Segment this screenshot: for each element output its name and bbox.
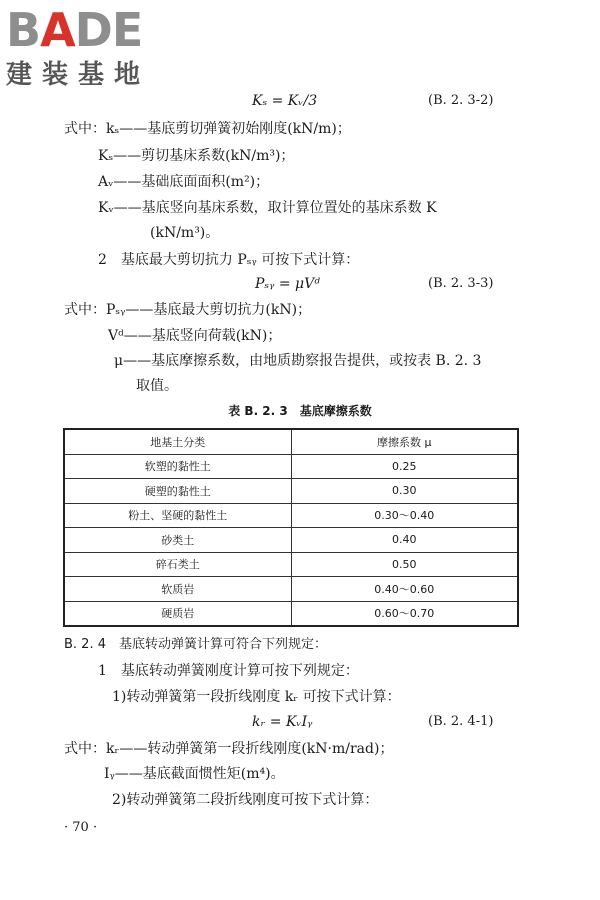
table-header: 摩擦系数 μ [291, 429, 518, 454]
table-cell: 砂类土 [64, 528, 291, 553]
text-line: 式中：kₛ——基底剪切弹簧初始刚度(kN/m)； [64, 121, 351, 137]
text-line: 取值。 [136, 378, 178, 394]
formula-b232-number: (B. 2. 3-2) [428, 93, 494, 108]
text-line: 式中：Pₛᵧ——基底最大剪切抗力(kN)； [64, 302, 312, 318]
table-caption: 表 B. 2. 3 基底摩擦系数 [228, 404, 372, 418]
text-line: Kₛ——剪切基床系数(kN/m³)； [98, 148, 295, 164]
section-heading: B. 2. 4 基底转动弹簧计算可符合下列规定： [64, 637, 327, 652]
table-cell: 0.40 [291, 528, 518, 553]
friction-table [63, 428, 519, 627]
formula-b233-number: (B. 2. 3-3) [428, 276, 494, 291]
text-line: 2 基底最大剪切抗力 Pₛᵧ 可按下式计算： [98, 252, 360, 268]
text-line: Iᵧ——基底截面惯性矩(m⁴)。 [104, 766, 285, 782]
text-line: Vᵈ——基底竖向荷载(kN)； [108, 328, 282, 344]
text-line: (kN/m³)。 [150, 225, 220, 241]
table-cell: 硬质岩 [64, 601, 291, 626]
text-line: μ——基底摩擦系数，由地质勘察报告提供，或按表 B. 2. 3 [114, 353, 482, 369]
table-row [64, 577, 518, 602]
table-row [64, 479, 518, 504]
formula-b241-number: (B. 2. 4-1) [428, 714, 494, 729]
logo [6, 3, 176, 90]
table-cell: 0.60～0.70 [291, 601, 518, 626]
table-header: 地基土分类 [64, 429, 291, 454]
page-number: · 70 · [64, 820, 98, 835]
table-cell: 硬塑的黏性土 [64, 479, 291, 504]
formula-b233: Pₛᵧ = μVᵈ [255, 276, 320, 292]
table-cell: 碎石类土 [64, 552, 291, 577]
text-line: 1)转动弹簧第一段折线刚度 kᵣ 可按下式计算： [112, 689, 401, 705]
table-cell: 0.25 [291, 454, 518, 479]
logo-wordmark: BADE [6, 3, 143, 57]
table-cell: 0.30 [291, 479, 518, 504]
table-row [64, 601, 518, 626]
table-cell: 软塑的黏性土 [64, 454, 291, 479]
table-header-row [64, 429, 518, 454]
table-row [64, 503, 518, 528]
text-line: 1 基底转动弹簧刚度计算可按下列规定： [98, 663, 359, 679]
text-line: 式中：kᵣ——转动弹簧第一段折线刚度(kN·m/rad)； [64, 741, 394, 757]
table-row [64, 454, 518, 479]
text-line: Aᵥ——基础底面面积(m²)； [98, 174, 270, 190]
table-cell: 软质岩 [64, 577, 291, 602]
table-cell: 粉土、坚硬的黏性土 [64, 503, 291, 528]
table-row [64, 552, 518, 577]
text-line: Kᵥ——基底竖向基床系数，取计算位置处的基床系数 K [98, 200, 437, 216]
table-cell: 0.30～0.40 [291, 503, 518, 528]
text-line: 2)转动弹簧第二段折线刚度可按下式计算： [112, 792, 379, 808]
formula-b241: kᵣ = KᵥIᵧ [252, 714, 313, 730]
formula-b232: Kₛ = Kᵥ/3 [252, 93, 318, 109]
logo-subtitle: 建装基地 [6, 60, 151, 90]
table-row [64, 528, 518, 553]
table-cell: 0.40～0.60 [291, 577, 518, 602]
table-cell: 0.50 [291, 552, 518, 577]
